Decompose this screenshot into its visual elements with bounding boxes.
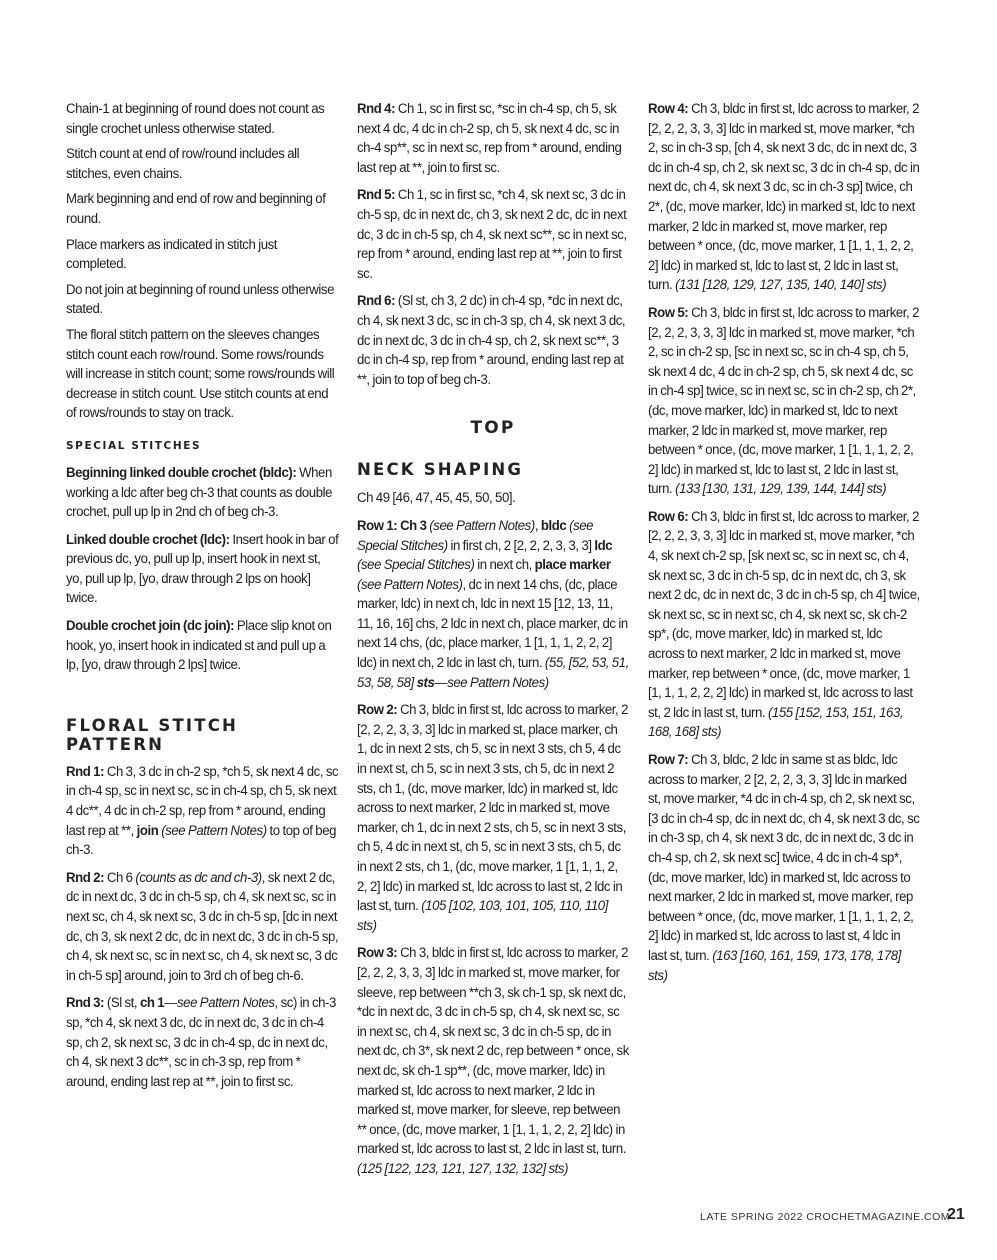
row-text: Ch 3, bldc in first st, ldc across to marker, 2 [2, 2, 2, 3, 3, 3] ldc in marked st, move marker, for sleeve, rep between **ch 3, sk ch-1 sp, sk next dc, *dc in next dc, 3 dc in ch-5 sp, ch 4, sk next sc, sc in next sc, ch 4, sk next sc, 3 dc in ch-5 sp, dc in next dc, ch 3*, sk next 2 dc, rep between * once, sk next dc, sk ch-1 sp**, (dc, move marker, ldc) in marked st, ldc across to next marker, 2 ldc in marked st, move marker, for sleeve, rep between ** once, (dc, move marker, 1 [1, 1, 1, 2, 2, 2] ldc) in marked st, ldc across to last st, 2 ldc in last st, turn. — [357, 945, 629, 1158]
rnd-text: Ch 1, sc in first sc, *ch 4, sk next sc, 3 dc in ch-5 sp, dc in next dc, ch 3, sk next 2 dc, dc in next dc, 3 dc in ch-5 sp, ch 4, sk next sc**, sc in next sc, rep from * around, ending last rep at **, join to first sc. — [357, 187, 627, 282]
stitch-count: (155 [152, 153, 151, 163, 168, 168] sts) — [648, 704, 904, 741]
stitch-count: (131 [128, 129, 127, 135, 140, 140] sts) — [675, 277, 887, 294]
neck-shaping-heading: NECK SHAPING — [357, 460, 524, 480]
pattern-note: Chain-1 at beginning of round does not count as single crochet unless otherwise stated. — [66, 101, 325, 137]
foundation-chain: Ch 49 [46, 47, 45, 45, 50, 50]. — [357, 490, 516, 507]
stitch-name: Linked double crochet (ldc): — [66, 531, 230, 548]
row-text: in first ch, 2 [2, 2, 2, 3, 3, 3] — [447, 537, 595, 554]
column-1 — [66, 100, 338, 1100]
stitch-count: —see Pattern Notes) — [434, 674, 549, 691]
stitch-ldc — [66, 531, 339, 609]
row-label: Row 7: — [648, 752, 689, 768]
join-term: join — [136, 822, 159, 839]
rnd-text: to top of beg ch-3. — [66, 822, 337, 859]
rnd-1 — [66, 763, 339, 861]
rnd-5 — [357, 186, 630, 284]
row-text: Ch 3, bldc, 2 ldc in same st as bldc, ldc across to marker, 2 [2, 2, 2, 3, 3, 3] ldc in marked st, move marker, *4 dc in ch-4 sp, ch 2, sk next sc, [3 dc in ch-4 sp, dc in next dc, ch 4, sk next 3 dc, sc in ch-3 sp, ch 4, sk next 3 dc, dc in next dc, 3 dc in ch-4 sp, ch 2, sk next sc] twice, 4 dc in ch-4 sp*, (dc, move marker, ldc) in marked st, ldc across to next marker, 2 ldc in marked st, move marker, rep between * once, (dc, move marker, 1 [1, 1, 1, 2, 2, 2] ldc) in marked st, ldc across to last st, 4 ldc in last st, turn. — [648, 752, 920, 964]
rnd-6 — [357, 292, 630, 390]
row-text: , — [534, 517, 541, 534]
ref-note: (see Pattern Notes) — [426, 517, 535, 534]
stitch-name: Double crochet join (dc join): — [66, 618, 235, 635]
row-label: Row 3: — [357, 945, 398, 962]
stitch-desc: When working a ldc after beg ch-3 that counts as double crochet, pull up lp in 2nd ch of beg ch-3. — [66, 464, 333, 521]
row-text: Ch 3, bldc in first st, ldc across to marker, 2 [2, 2, 2, 3, 3, 3] ldc in marked st, move marker, *ch 2, sc in ch-2 sp, [sc in next sc, sc in ch-4 sp, ch 5, sk next 4 dc, 4 dc in ch-2 sp, ch 5, sk next 4 dc, sc in ch-4 sp] twice, sc in next sc, sc in ch-2 sp, ch 2*, (dc, move marker, ldc) in marked st, ldc to next marker, 2 ldc in marked st, move marker, rep between * once, (dc, move marker, 1 [1, 1, 1, 2, 2, 2] ldc) in marked st, ldc to last st, 2 ldc in last st, turn. — [648, 304, 919, 498]
rnd-text: (Sl st, ch 3, 2 dc) in ch-4 sp, *dc in next dc, ch 4, sk next 3 dc, sc in ch-3 sp, ch 4, sk next 3 dc, dc in next dc, 3 dc in ch-4 sp, ch 2, sk next sc**, 3 dc in ch-4 sp, rep from * around, ending last rep at **, join to top of beg ch-3. — [357, 293, 626, 388]
rnd-text: , sk next 2 dc, dc in next dc, 3 dc in ch-5 sp, ch 4, sk next sc, sc in next sc, ch 4, sk next sc, 3 dc in ch-5 sp, [dc in next dc, ch 3, sk next 2 dc, dc in next dc, 3 dc in ch-5 sp, ch 4, sk next sc, sc in next sc, ch 4, sk next sc, 3 dc in ch-5 sp] around, join to 3rd ch of beg ch-6. — [66, 869, 339, 984]
rnd-text: Ch 1, sc in first sc, *sc in ch-4 sp, ch 5, sk next 4 dc, 4 dc in ch-2 sp, ch 5, sk next 4 dc, sc in ch-4 sp**, sc in next sc, rep from * around, ending last rep at **, join to first sc. — [357, 101, 622, 176]
row-1 — [357, 517, 630, 693]
pattern-note: Place markers as indicated in stitch just completed. — [66, 236, 278, 273]
row-label: Row 1: — [357, 517, 398, 534]
stitch-dc-join — [66, 617, 339, 676]
column-2 — [357, 100, 629, 1188]
rnd-label: Rnd 1: — [66, 763, 105, 780]
ref-note: (counts as dc and ch-3) — [135, 869, 262, 886]
stitch-desc: Place slip knot on hook, yo, insert hook in indicated st and pull up a lp, [yo, draw through 2 lps] twice. — [66, 618, 332, 674]
row-text: in next ch, — [474, 557, 535, 574]
row-3 — [357, 944, 630, 1179]
row-label: Row 5: — [648, 304, 689, 321]
pattern-note: Mark beginning and end of row and beginning of round. — [66, 191, 326, 227]
pattern-note: Stitch count at end of row/round includes all stitches, even chains. — [66, 146, 300, 182]
rnd-label: Rnd 6: — [357, 293, 396, 310]
rnd-text: Ch 6 — [104, 869, 136, 886]
stitch-bldc — [66, 464, 339, 523]
row-text: Ch 3, bldc in first st, ldc across to marker, 2 [2, 2, 2, 3, 3, 3] ldc in marked st, move marker, *ch 4, sk next ch-2 sp, [sk next sc, sc in next sc, ch 4, sk next sc, 3 dc in ch-5 sp, dc in next dc, ch 3, sk next 2 dc, dc in next dc, 3 dc in ch-5 sp, ch 4] twice, sk next sc, sc in next sc, ch 4, sk next sc, sk ch-2 sp*, (dc, move marker, ldc) in marked st, ldc across to next marker, 2 ldc in marked st, move marker, rep between * once, (dc, move marker, 1 [1, 1, 1, 2, 2, 2] ldc) in marked st, ldc across to last st, 2 ldc in last st, turn. — [648, 508, 920, 721]
ref-note: (see Special Stitches) — [357, 517, 594, 554]
row-label: Row 6: — [648, 508, 689, 525]
bldc-term: bldc — [540, 517, 567, 534]
pattern-note: Do not join at beginning of round unless otherwise stated. — [66, 281, 335, 318]
place-marker-term: place marker — [534, 557, 611, 574]
row-label: Row 2: — [357, 702, 398, 719]
ch3-term: Ch 3 — [397, 517, 427, 534]
row-6 — [648, 508, 921, 743]
floral-heading: FLORAL STITCH PATTERN — [66, 715, 239, 754]
ref-note: (see Pattern Notes) — [158, 822, 267, 839]
footer-credit: LATE SPRING 2022 CROCHETMAGAZINE.COM — [700, 1211, 951, 1223]
pattern-note: The floral stitch pattern on the sleeves changes stitch count each row/round. Some rows/rounds will increase in stitch count; some rows/rounds will decrease in stitch count. Use stitch counts at end of rows/rounds to stay on track. — [66, 326, 335, 422]
row-text: , dc in next 14 chs, (dc, place marker, ldc) in next ch, ldc in next 15 [12, 13, 11, 11, 16, 16] chs, 2 ldc in next ch, place marker, dc in next 14 chs, (dc, place marker, 1 [1, 1, 1, 2, 2, 2] ldc) in next ch, 2 ldc in last ch, turn. — [357, 576, 628, 672]
ref-note: —see Pattern Notes — [164, 995, 275, 1012]
row-7 — [648, 751, 921, 986]
ldc-term: ldc — [594, 537, 613, 554]
row-text: Ch 3, bldc in first st, ldc across to marker, 2 [2, 2, 2, 3, 3, 3] ldc in marked st, move marker, *ch 2, sc in ch-3 sp, [ch 4, sk next 3 dc, dc in next dc, 3 dc in ch-4 sp, ch 2, sk next sc, 3 dc in ch-4 sp, dc in next dc, ch 4, sk next 3 dc, sc in ch-3 sp] twice, ch 2*, (dc, move marker, ldc) in marked st, ldc to next marker, 2 ldc in marked st, move marker, rep between * once, (dc, move marker, 1 [1, 1, 1, 2, 2, 2] ldc) in marked st, ldc to last st, 2 ldc in last st, turn. — [648, 101, 920, 294]
rnd-2 — [66, 869, 339, 987]
stitch-desc: Insert hook in bar of previous dc, yo, pull up lp, insert hook in next st, yo, pull up lp, [yo, draw through 2 lps on hook] twice. — [66, 531, 339, 607]
stitch-count: (163 [160, 161, 159, 173, 178, 178] sts) — [648, 947, 901, 984]
stitch-count: (105 [102, 103, 101, 105, 110, 110] sts) — [357, 898, 608, 934]
stitch-count: (125 [122, 123, 121, 127, 132, 132] sts) — [357, 1160, 569, 1177]
row-5 — [648, 304, 921, 500]
row-text: Ch 3, bldc in first st, ldc across to marker, 2 [2, 2, 2, 3, 3, 3] ldc in marked st, place marker, ch 1, dc in next 2 sts, ch 5, sc in next 3 sts, ch 5, 4 dc in next st, ch 5, sc in next 3 sts, ch 5, dc in next 2 sts, ch 1, (dc, move marker, ldc) in marked st, ldc across to next marker, 2 ldc in marked st, move marker, ch 1, dc in next 2 sts, ch 5, sc in next 3 sts, ch 5, 4 dc in next st, ch 5, sc in next 3 sts, ch 5, dc in next 2 sts, ch 1, (dc, move marker, 1 [1, 1, 1, 2, 2, 2] ldc) in marked st, ldc across to last st, 2 ldc in last st, turn. — [357, 702, 628, 915]
rnd-label: Rnd 2: — [66, 869, 105, 886]
page-number: 21 — [947, 1206, 965, 1223]
ch1-term: ch 1 — [139, 995, 165, 1012]
rnd-label: Rnd 5: — [357, 187, 396, 204]
top-heading: TOP — [470, 418, 516, 439]
rnd-text: (Sl st, — [104, 995, 140, 1012]
rnd-text: , sc) in ch-3 sp, *ch 4, sk next 3 dc, dc in next dc, 3 dc in ch-4 sp, ch 2, sk next sc, 3 dc in ch-4 sp, dc in next dc, ch 4, sk next 3 dc**, sc in ch-3 sp, rep from * around, ending last rep at **, join to first sc. — [66, 995, 336, 1090]
rnd-text: Ch 3, 3 dc in ch-2 sp, *ch 5, sk next 4 dc, sc in ch-4 sp, sc in next sc, sc in ch-4 sp, ch 5, sk next 4 dc**, 4 dc in ch-2 sp, rep from * around, ending last rep at **, — [66, 763, 339, 839]
stitch-name: Beginning linked double crochet (bldc): — [66, 464, 297, 481]
rnd-label: Rnd 4: — [357, 101, 396, 117]
row-label: Row 4: — [648, 101, 689, 117]
stitch-count: (133 [130, 131, 129, 139, 144, 144] sts) — [675, 481, 887, 498]
ref-note: (see Pattern Notes) — [357, 576, 463, 593]
column-3 — [648, 100, 920, 994]
rnd-label: Rnd 3: — [66, 995, 105, 1012]
rnd-4 — [357, 100, 630, 178]
stitch-count: sts — [416, 674, 435, 691]
stitch-count: (55, [52, 53, 51, 53, 58, 58] — [357, 655, 629, 691]
row-4 — [648, 100, 921, 296]
row-2 — [357, 701, 630, 936]
rnd-3 — [66, 994, 339, 1092]
ref-note: (see Special Stitches) — [357, 557, 475, 574]
special-stitches-heading: SPECIAL STITCHES — [66, 439, 202, 452]
